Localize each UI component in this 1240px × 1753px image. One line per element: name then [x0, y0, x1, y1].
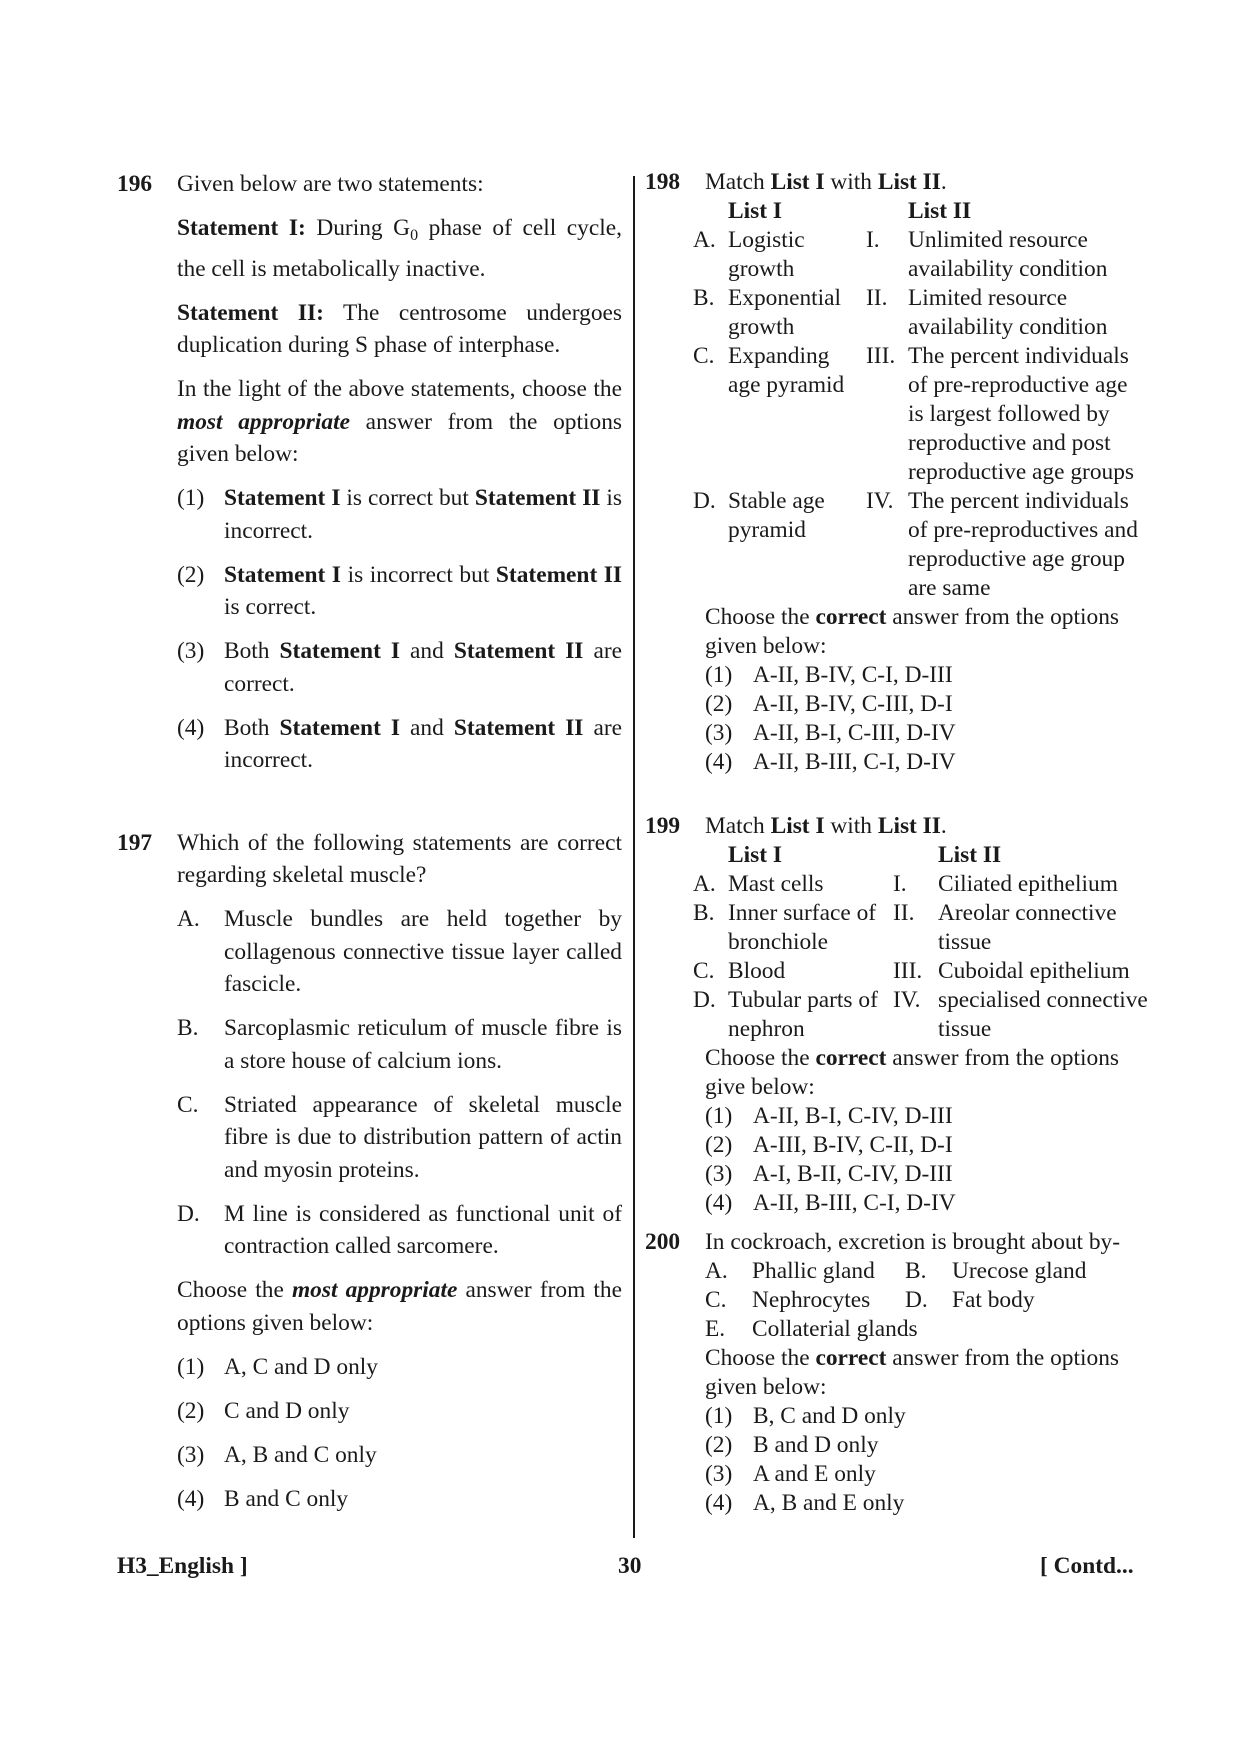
option-number: (3) — [705, 1161, 733, 1187]
option-3[interactable] — [705, 1460, 1165, 1489]
table-row — [693, 899, 1148, 957]
item-letter: D. — [905, 1287, 928, 1313]
right-column — [645, 168, 1165, 1518]
option-number: (3) — [705, 720, 733, 746]
table-row — [693, 342, 1138, 487]
row-numeral: II. — [866, 285, 888, 311]
list-2-item: Limited resource availability condition — [908, 285, 1108, 340]
option-bold: Statement II — [453, 714, 584, 741]
item-a — [705, 1257, 935, 1286]
item-letter: E. — [705, 1316, 726, 1342]
question-number: 197 — [117, 829, 153, 856]
intro-text: Match — [705, 169, 771, 195]
match-table — [693, 841, 1148, 1044]
intro-bold: List II — [877, 813, 941, 839]
option-text: A-I, B-II, C-IV, D-III — [753, 1161, 953, 1187]
instruction-emphasis: most appropriate — [177, 408, 350, 435]
row-numeral: I. — [893, 871, 907, 897]
instruction-text: Choose the — [705, 604, 816, 630]
option-text: A, B and E only — [753, 1490, 905, 1516]
option-text: is correct but — [340, 485, 475, 511]
option-bold: Statement II — [474, 485, 601, 511]
option-3[interactable] — [177, 635, 622, 700]
option-number: (4) — [177, 1485, 205, 1512]
table-header — [693, 197, 1138, 226]
option-text: are incorrect. — [224, 714, 623, 773]
instruction-bold: correct — [815, 604, 887, 630]
instruction — [177, 1274, 622, 1339]
option-text: A, B and C only — [224, 1441, 377, 1468]
intro-bold: List II — [877, 169, 941, 195]
option-number: (2) — [705, 1432, 733, 1458]
option-number: (4) — [705, 749, 733, 775]
question-198 — [645, 168, 1165, 777]
option-text: C and D only — [224, 1397, 350, 1424]
option-text: and — [400, 714, 454, 741]
option-number: (1) — [705, 1103, 733, 1129]
option-text: A, C and D only — [224, 1353, 378, 1380]
option-1[interactable] — [705, 1102, 1165, 1131]
statement-label: Statement II: — [177, 299, 324, 326]
option-2[interactable] — [177, 1395, 622, 1428]
statement-text: Striated appearance of skeletal muscle fibre is due to distribution pattern of actin and myosin proteins. — [224, 1091, 622, 1183]
option-number: (2) — [177, 561, 205, 588]
option-number: (4) — [705, 1490, 733, 1516]
instruction-text: answer from the options given below: — [705, 1345, 1119, 1400]
row-numeral: I. — [866, 227, 880, 253]
statement-text: M line is considered as functional unit of contraction called sarcomere. — [224, 1200, 622, 1259]
option-2[interactable] — [705, 1431, 1165, 1460]
statement-b — [177, 1012, 622, 1077]
table-row — [693, 986, 1148, 1044]
list-1-item: Logistic growth — [728, 227, 805, 282]
list-2-header: List II — [938, 842, 1002, 868]
option-1[interactable] — [177, 1351, 622, 1384]
question-number: 198 — [645, 169, 681, 195]
intro-text: . — [940, 169, 947, 195]
column-divider — [633, 176, 635, 1538]
option-4[interactable] — [705, 1489, 1165, 1518]
row-letter: B. — [693, 285, 715, 311]
option-3[interactable] — [705, 1160, 1165, 1189]
list-1-item: Mast cells — [728, 871, 824, 897]
item-letter: A. — [705, 1258, 728, 1284]
option-text: A-II, B-I, C-III, D-IV — [753, 720, 956, 746]
option-3[interactable] — [705, 719, 1165, 748]
match-table — [693, 197, 1138, 603]
option-bold: Statement I — [224, 485, 341, 511]
list-1-item: Stable age pyramid — [728, 488, 825, 543]
option-text: Both — [224, 638, 280, 664]
option-number: (1) — [705, 1403, 733, 1429]
row-letter: C. — [693, 343, 715, 369]
option-text: B and D only — [753, 1432, 879, 1458]
option-number: (2) — [705, 691, 733, 717]
row-letter: A. — [693, 871, 716, 897]
option-number: (3) — [177, 1441, 205, 1468]
row-letter: C. — [693, 958, 715, 984]
list-1-header: List I — [728, 198, 782, 224]
item-text: Collaterial glands — [752, 1316, 918, 1342]
table-row — [693, 226, 1138, 284]
instruction-text: In the light of the above statements, choose the — [177, 376, 622, 402]
intro-bold: List I — [770, 169, 825, 195]
list-2-item: The percent individuals of pre-reproductive age is largest followed by reproductive and post reproductive age groups — [908, 343, 1135, 485]
item-b — [905, 1257, 1165, 1286]
option-1[interactable] — [705, 661, 1165, 690]
option-number: (3) — [705, 1461, 733, 1487]
option-number: (2) — [705, 1132, 733, 1158]
table-header — [693, 841, 1148, 870]
excretion-items — [705, 1257, 1165, 1344]
item-text: Fat body — [952, 1287, 1035, 1313]
instruction — [177, 373, 622, 471]
table-row — [693, 284, 1138, 342]
row-numeral: III. — [893, 958, 923, 984]
list-1-item: Blood — [728, 958, 786, 984]
intro-text: with — [824, 169, 878, 195]
instruction-text: answer from the options given below: — [177, 1277, 622, 1336]
footer-continued: [ Contd... — [1040, 1553, 1134, 1579]
list-2-item: Areolar connective tissue — [938, 900, 1117, 955]
option-1[interactable] — [705, 1402, 1165, 1431]
instruction-text: answer from the options given below: — [177, 408, 622, 467]
option-1[interactable] — [177, 482, 622, 547]
option-number: (4) — [177, 714, 205, 741]
option-text: A-III, B-IV, C-II, D-I — [753, 1132, 953, 1158]
option-number: (3) — [177, 638, 205, 664]
option-bold: Statement I — [224, 561, 342, 588]
instruction — [705, 1044, 1165, 1102]
option-text: is incorrect. — [224, 485, 623, 544]
row-numeral: II. — [893, 900, 915, 926]
intro-text: with — [824, 813, 878, 839]
option-2[interactable] — [177, 559, 622, 624]
list-1-header: List I — [728, 842, 782, 868]
row-numeral: IV. — [893, 987, 921, 1013]
option-text: is incorrect but — [341, 561, 496, 588]
instruction-text: answer from the options give below: — [705, 1045, 1119, 1100]
option-number: (2) — [177, 1397, 205, 1424]
statement-text: The centrosome undergoes duplication during S phase of interphase. — [177, 299, 622, 358]
table-row — [693, 487, 1138, 603]
statement-text: phase of cell cycle, the cell is metabolically inactive. — [177, 215, 622, 282]
option-bold: Statement I — [279, 714, 400, 741]
list-2-item: Ciliated epithelium — [938, 871, 1118, 897]
option-text: A and E only — [753, 1461, 876, 1487]
instruction-text: Choose the — [705, 1345, 816, 1371]
question-intro: In cockroach, excretion is brought about by- — [705, 1229, 1121, 1255]
item-letter: B. — [905, 1258, 927, 1284]
statement-letter: A. — [177, 906, 200, 932]
instruction-text: answer from the options given below: — [705, 604, 1119, 659]
option-text: are correct. — [224, 638, 623, 697]
item-e — [705, 1315, 935, 1344]
row-numeral: III. — [866, 343, 896, 369]
statement-d — [177, 1198, 622, 1263]
row-letter: D. — [693, 987, 716, 1013]
list-1-item: Inner surface of bronchiole — [728, 900, 877, 955]
option-bold: Statement II — [453, 638, 584, 664]
instruction-emphasis: most appropriate — [291, 1277, 458, 1303]
option-text: A-II, B-IV, C-I, D-III — [753, 662, 953, 688]
statement-text: During G — [305, 215, 411, 241]
option-2[interactable] — [705, 1131, 1165, 1160]
question-intro — [705, 812, 1165, 841]
option-number: (1) — [705, 662, 733, 688]
question-197 — [117, 827, 622, 1516]
question-199 — [645, 812, 1165, 1218]
instruction — [705, 603, 1165, 661]
question-intro — [705, 168, 1165, 197]
option-text: A-II, B-III, C-I, D-IV — [753, 749, 956, 775]
list-2-item: The percent individuals of pre-reproductives and reproductive age group are same — [908, 488, 1138, 601]
list-1-item: Expanding age pyramid — [728, 343, 845, 398]
question-number: 196 — [117, 171, 153, 197]
statement-letter: B. — [177, 1015, 199, 1041]
option-4[interactable] — [177, 1483, 622, 1516]
option-text: B, C and D only — [753, 1403, 906, 1429]
statement-text: Sarcoplasmic reticulum of muscle fibre is a store house of calcium ions. — [224, 1015, 622, 1074]
instruction-text: Choose the — [705, 1045, 816, 1071]
option-4[interactable] — [705, 1189, 1165, 1218]
intro-bold: List I — [770, 813, 825, 839]
table-row — [693, 870, 1148, 899]
option-number: (1) — [177, 1353, 205, 1380]
item-text: Urecose gland — [952, 1258, 1087, 1284]
row-letter: B. — [693, 900, 715, 926]
option-text: A-II, B-IV, C-III, D-I — [753, 691, 953, 717]
intro-text: Match — [705, 813, 771, 839]
list-2-item: Unlimited resource availability condition — [908, 227, 1108, 282]
statement-letter: D. — [177, 1200, 200, 1227]
question-intro: Given below are two statements: — [177, 171, 484, 197]
item-text: Nephrocytes — [752, 1287, 871, 1313]
option-3[interactable] — [177, 1439, 622, 1472]
option-text: Both — [224, 714, 280, 741]
question-number: 200 — [645, 1229, 681, 1255]
statement-a — [177, 903, 622, 1001]
footer-paper-code: H3_English ] — [117, 1553, 248, 1579]
option-text: B and C only — [224, 1485, 349, 1512]
footer-page-number: 30 — [618, 1553, 642, 1579]
option-text: is correct. — [224, 594, 317, 620]
row-numeral: IV. — [866, 488, 894, 514]
question-196 — [117, 168, 622, 777]
question-intro: Which of the following statements are correct regarding skeletal muscle? — [177, 829, 622, 888]
statement-text: Muscle bundles are held together by collagenous connective tissue layer called fascicle. — [224, 906, 622, 997]
item-letter: C. — [705, 1287, 727, 1313]
option-text: A-II, B-III, C-I, D-IV — [753, 1190, 956, 1216]
instruction-bold: correct — [815, 1345, 887, 1371]
statement-c — [177, 1089, 622, 1187]
list-1-item: Tubular parts of nephron — [728, 987, 878, 1042]
list-2-header: List II — [908, 198, 972, 224]
intro-text: . — [940, 813, 947, 839]
table-row — [693, 957, 1148, 986]
item-c — [705, 1286, 935, 1315]
row-letter: A. — [693, 227, 716, 253]
option-number: (1) — [177, 485, 205, 511]
instruction — [705, 1344, 1165, 1402]
statement-label: Statement I: — [177, 215, 306, 241]
row-letter: D. — [693, 488, 716, 514]
left-column — [117, 168, 622, 1527]
item-d — [905, 1286, 1165, 1315]
question-200 — [645, 1228, 1165, 1518]
statement-2 — [177, 297, 622, 362]
option-2[interactable] — [705, 690, 1165, 719]
option-bold: Statement II — [495, 561, 623, 588]
statement-letter: C. — [177, 1091, 199, 1118]
list-1-item: Exponential growth — [728, 285, 842, 340]
statement-1 — [177, 212, 622, 285]
option-bold: Statement I — [279, 638, 400, 664]
list-2-item: Cuboidal epithelium — [938, 958, 1130, 984]
list-2-item: specialised connective tissue — [938, 987, 1148, 1042]
instruction-text: Choose the — [177, 1277, 292, 1303]
subscript: 0 — [410, 227, 419, 244]
option-text: A-II, B-I, C-IV, D-III — [753, 1103, 953, 1129]
option-text: and — [400, 638, 454, 664]
option-4[interactable] — [705, 748, 1165, 777]
option-4[interactable] — [177, 712, 622, 777]
option-number: (4) — [705, 1190, 733, 1216]
item-text: Phallic gland — [752, 1258, 875, 1284]
instruction-bold: correct — [815, 1045, 887, 1071]
question-number: 199 — [645, 813, 681, 839]
